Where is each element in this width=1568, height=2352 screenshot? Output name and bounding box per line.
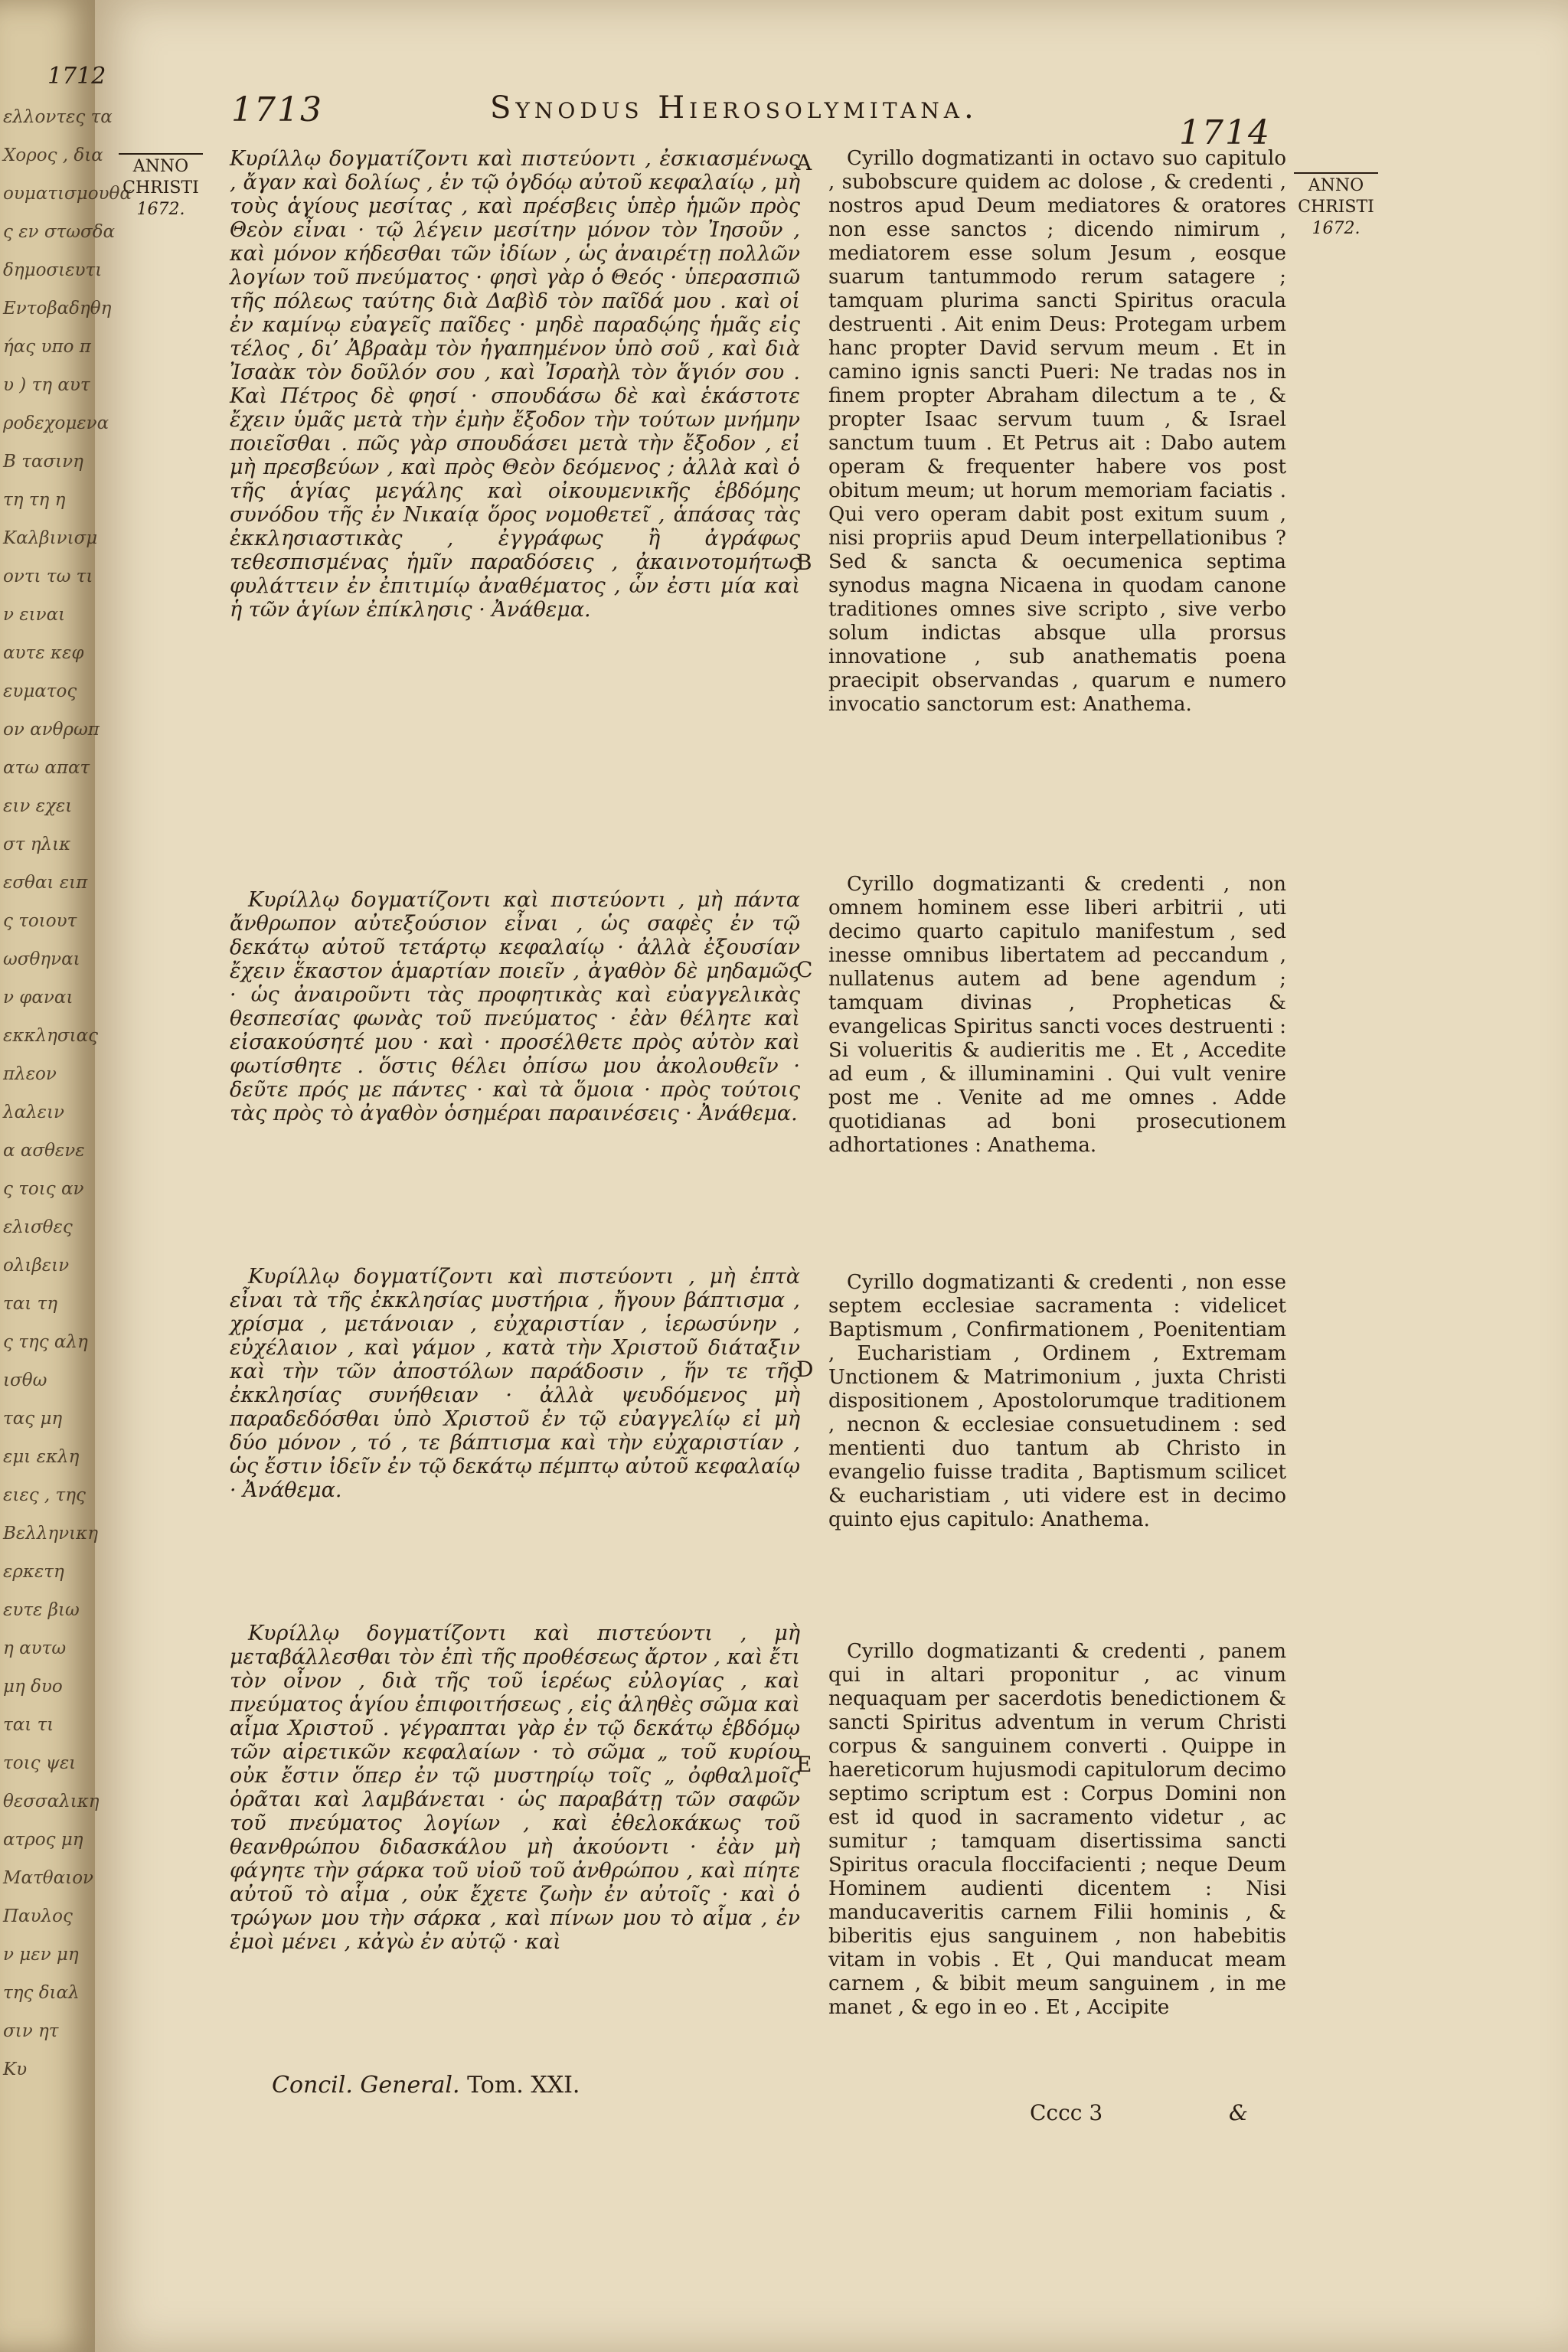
previous-page-fragment: Κυ [3,2060,28,2079]
previous-page-fragment: ν ειναι [3,605,66,625]
greek-paragraph-3: Κυρίλλῳ δογματίζοντι καὶ πιστεύοντι , μὴ ἑπτὰ εἶναι τὰ τῆς ἐκκλησίας μυστήρια , ἤγουν βάπτισμα , χρίσμα , μετάνοιαν , εὐχαριστίαν , ἱερωσύνην , εὐχέλαιον , καὶ γάμον , κατὰ τὴν Χριστοῦ διάταξιν καὶ τὴν τῶν ἀποστόλων παράδοσιν , ἥν τε τῆς ἐκκλησίας συνήθειαν · ἀλλὰ ψευδόμενος μὴ παραδεδόσθαι ὑπὸ Χριστοῦ ἐν τῷ εὐαγγελίῳ εἰ μὴ δύο μόνον , τό , τε βάπτισμα καὶ τὴν εὐχαριστίαν , ὡς ἔστιν ἰδεῖν ἐν τῷ δεκάτῳ πέμπτῳ αὐτοῦ κεφαλαίῳ · Ἀνάθεμα. [230,1265,800,1502]
right-page-number: 1714 [1179,113,1271,152]
previous-page-fragment: δημοσιευτι [3,260,103,280]
previous-page-fragment: τας μη [3,1409,63,1429]
section-letter-b: B [796,550,812,575]
latin-paragraph-3: Cyrillo dogmatizanti & credenti , non esse septem ecclesiae sacramenta : videlicet Baptismum , Confirmationem , Poenitentiam , Eucharistiam , Ordinem , Extremam Unctionem & Matrimonium , juxta Christi dispositionem , Apostolorumque traditionem , necnon & ecclesiae consuetudinem : sed mentienti duo tantum ab Christo in evangelio fuisse tradita , Baptismum scilicet & eucharistiam , uti videre est in decimo quinto ejus capitulo: Anathema. [828,1271,1286,1531]
margin-note-left: ANNO CHRISTI 1672. [119,153,203,220]
previous-page-fragment: ν μεν μη [3,1945,79,1965]
section-letter-d: D [796,1357,814,1382]
footer-volume: Tom. XXI. [467,2072,580,2099]
footer-catchword [272,2072,580,2099]
previous-page-fragment: ν φαναι [3,988,74,1008]
previous-page-fragment: ς της αλη [3,1332,88,1352]
previous-page-fragment: Ματθαιον [3,1868,94,1888]
previous-page-fragment: η αυτω [3,1638,67,1658]
page-header [0,90,1568,152]
previous-page-fragment: ευτε βιω [3,1600,80,1620]
previous-page-fragment: λαλειν [3,1102,65,1122]
previous-page-fragment: ερκετη [3,1562,64,1582]
previous-page-fragment: α ασθενε [3,1141,85,1161]
previous-page-fragment: ισθω [3,1370,47,1390]
previous-page-fragment: ουματισμουθα [3,184,132,204]
greek-paragraph-4: Κυρίλλῳ δογματίζοντι καὶ πιστεύοντι , μὴ μεταβάλλεσθαι τὸν ἐπὶ τῆς προθέσεως ἄρτον , καὶ ἔτι τὸν οἶνον , διὰ τῆς τοῦ ἱερέως εὐλογίας , καὶ πνεύματος ἁγίου ἐπιφοιτήσεως , εἰς ἀληθὲς σῶμα καὶ αἷμα Χριστοῦ . γέγραπται γὰρ ἐν τῷ δεκάτῳ ἑβδόμῳ τῶν αἱρετικῶν κεφαλαίων · τὸ σῶμα „ τοῦ κυρίου οὐκ ἔστιν ὅπερ ἐν τῷ μυστηρίῳ τοῖς „ ὀφθαλμοῖς ὁρᾶται καὶ λαμβάνεται · ὡς παραβάτῃ τῶν σαφῶν τοῦ πνεύματος λογίων , καὶ ἐθελοκάκως τοῦ θεανθρώπου διδασκάλου μὴ ἀκούοντι · ἐὰν μὴ φάγητε τὴν σάρκα τοῦ υἱοῦ τοῦ ἀνθρώπου , καὶ πίητε αὐτοῦ τὸ αἷμα , οὐκ ἔχετε ζωὴν ἐν αὐτοῖς · καὶ ὁ τρώγων μου τὴν σάρκα , καὶ πίνων μου τὸ αἷμα , ἐν ἐμοὶ μένει , κἀγὼ ἐν αὐτῷ · καὶ [230,1622,800,1954]
previous-page-fragment: τοις ψει [3,1753,77,1773]
previous-page-fragment: ς τοις αν [3,1179,84,1199]
previous-page-fragment: ατω απατ [3,758,90,778]
footer-catchword-right: & [1229,2100,1248,2125]
footer-council-label: Concil. General. [272,2072,460,2099]
previous-page-fragment: εσθαι ειπ [3,873,88,893]
previous-page-fragment: ειν εχει [3,796,73,816]
previous-page-fragment: ολιβειν [3,1256,70,1276]
previous-page-fragment: ειες , της [3,1485,86,1505]
latin-paragraph-4: Cyrillo dogmatizanti & credenti , panem qui in altari proponitur , ac vinum nequaquam per sacerdotis benedictionem & sancti Spiritus adventum in verum Christi corpus & sanguinem converti . Quippe in haereticorum hujusmodi capitulorum decimo septimo scriptum est : Corpus Domini non est id quod in sacramento videtur , ac sumitur ; tamquam disertissima sancti Spiritus oracula floccifacienti ; neque Deum Hominem audienti dicentem : Nisi manducaveritis carnem Filii hominis , & biberitis ejus sanguinem , non habebitis vitam in vobis . Et , Qui manducat meam carnem , & bibit meum sanguinem , in me manet , & ego in eo . Et , Accipite [828,1640,1286,2019]
previous-page-fragment: Βελληνικη [3,1524,99,1544]
previous-page-fragment: Χορος , δια [3,145,103,165]
previous-page-fragment: Εντοβαδηθη [3,299,112,318]
section-letter-a: A [796,150,812,175]
previous-page-fragment: μη δυο [3,1677,63,1697]
previous-page-fragment: πλεον [3,1064,57,1084]
previous-page-fragment: σιν ητ [3,2021,59,2041]
previous-page-fragment: εμι εκλη [3,1447,80,1467]
previous-page-fragment: Καλβινισμ [3,528,98,548]
greek-paragraph-2: Κυρίλλῳ δογματίζοντι καὶ πιστεύοντι , μὴ πάντα ἄνθρωπον αὐτεξούσιον εἶναι , ὡς σαφὲς ἐν τῷ δεκάτῳ αὐτοῦ τετάρτῳ κεφαλαίῳ · ἀλλὰ ἐξουσίαν ἔχειν ἕκαστον ἁμαρτίαν ποιεῖν , ἀγαθὸν δὲ μηδαμῶς · ὡς ἀναιροῦντι τὰς προφητικὰς καὶ εὐαγγελικὰς θεσπεσίας φωνὰς τοῦ πνεύματος · ἐὰν θέλητε καὶ εἰσακούσητέ μου · καὶ · προσέλθετε πρὸς αὐτὸν καὶ φωτίσθητε . ὅστις θέλει ὀπίσω μου ἀκολουθεῖν · δεῦτε πρός με πάντες · καὶ τὰ ὅμοια · πρὸς τούτοις τὰς πρὸς τὸ ἀγαθὸν ὁσημέραι παραινέσεις · Ἀνάθεμα. [230,888,800,1125]
previous-page-fragment: ς τοιουτ [3,911,77,931]
running-title: Synodus Hierosolymitana. [490,90,978,126]
previous-page-fragment: στ ηλικ [3,835,71,854]
previous-page-fragment: Β τασινη [3,452,83,472]
previous-page-fragment: ατρος μη [3,1830,83,1850]
previous-page-fragment: Παυλος [3,1906,73,1926]
previous-page-fragment: ωσθηναι [3,949,80,969]
previous-page-fragment: ται τι [3,1715,54,1735]
previous-page-fragment: αυτε κεφ [3,643,84,663]
greek-paragraph-1: Κυρίλλῳ δογματίζοντι καὶ πιστεύοντι , ἐσκιασμένως , ἄγαν καὶ δολίως , ἐν τῷ ὀγδόῳ αὐτοῦ κεφαλαίῳ , μὴ τοὺς ἁγίους μεσίτας , καὶ πρέσβεις ὑπὲρ ἡμῶν πρὸς Θεὸν εἶναι · τῷ λέγειν μεσίτην μόνον τὸν Ἰησοῦν , καὶ μόνον κήδεσθαι τῶν ἰδίων , ὡς ἀναιρέτῃ πολλῶν λογίων τοῦ πνεύματος · φησὶ γὰρ ὁ Θεός · ὑπερασπιῶ τῆς πόλεως ταύτης διὰ Δαβὶδ τὸν παῖδά μου . καὶ οἱ ἐν καμίνῳ εὐαγεῖς παῖδες · μηδὲ παραδῴης ἡμᾶς εἰς τέλος , δι’ Ἀβραὰμ τὸν ἠγαπημένον ὑπὸ σοῦ , καὶ διὰ Ἰσαὰκ τὸν δοῦλόν σου , καὶ Ἰσραὴλ τὸν ἅγιόν σου . Καὶ Πέτρος δὲ φησί · σπουδάσω δὲ καὶ ἑκάστοτε ἔχειν ὑμᾶς μετὰ τὴν ἐμὴν ἔξοδον τὴν τούτων μνήμην ποιεῖσθαι . πῶς γὰρ σπουδάσει μετὰ τὴν ἔξοδον , εἰ μὴ πρεσβεύων , καὶ πρὸς Θεὸν δεόμενος ; ἀλλὰ καὶ ὁ τῆς ἁγίας μεγάλης καὶ οἰκουμενικῆς ἑβδόμης συνόδου τῆς ἐν Νικαίᾳ ὅρος νομοθετεῖ , ἁπάσας τὰς ἐκκλησιαστικὰς , ἐγγράφως ἢ ἀγράφως τεθεσπισμένας ἡμῖν παραδόσεις , ἀκαινοτομήτως φυλάττειν ἐν ἐπιτιμίῳ ἀναθέματος , ὧν ἐστι μία καὶ ἡ τῶν ἁγίων ἐπίκλησις · Ἀνάθεμα. [230,147,800,622]
previous-page-fragment: ελισθες [3,1217,73,1237]
previous-page-fragment: ήας υπο π [3,337,91,357]
previous-page-fragment: ς εν στωσδα [3,222,116,242]
latin-paragraph-1: Cyrillo dogmatizanti in octavo suo capitulo , subobscure quidem ac dolose , & credenti , nostros apud Deum mediatores & oratores non esse sanctos ; dicendo nimirum , mediatorem esse solum Jesum , eosque suarum tantummodo rerum satagere ; tamquam plurima sancti Spiritus oracula destruenti . Ait enim Deus: Protegam urbem hanc propter David servum meum . Et in camino ignis sancti Pueri: Ne tradas nos in finem propter Abraham dilectum a te , & propter Isaac servum tuum , & Israel sanctum tuum . Et Petrus ait : Dabo autem operam & frequenter habere vos post obitum meum; ut horum memoriam faciatis . Qui vero operam dabit post exitum suum , nisi propriis apud Deum interpellationibus ? Sed & sancta & oecumenica septima synodus magna Nicaena in quodam canone traditiones omnes sive scripto , sive verbo solum indictas absque ulla prorsus innovatione , sub anathematis poena praecipit observandas , quarum e numero invocatio sanctorum est: Anathema. [828,147,1286,716]
previous-page-number: 1712 [47,63,106,90]
left-page-number: 1713 [231,90,323,129]
previous-page-fragment: της διαλ [3,1983,80,2003]
previous-page-edge [0,0,132,2352]
previous-page-fragment: υ ) τη αυτ [3,375,90,395]
previous-page-fragment: εκκλησιας [3,1026,98,1046]
previous-page-fragment: ελλοντες τα [3,107,113,127]
section-letter-e: E [796,1752,812,1777]
previous-page-fragment: θεσσαλικη [3,1792,100,1811]
footer-signature-mark: Cccc 3 [1030,2100,1103,2125]
latin-paragraph-2: Cyrillo dogmatizanti & credenti , non omnem hominem esse liberi arbitrii , uti decimo quarto capitulo manifestum , sed inesse omnibus libertatem ad peccandum , nullatenus autem ad bene agendum ; tamquam divinas , Propheticas & evangelicas Spiritus sancti voces destruenti : Si volueritis & audieritis me . Et , Accedite ad eum , & illuminamini . Qui vult venire post me . Venite ad me omnes . Adde quotidianas ad boni prosecutionem adhortationes : Anathema. [828,873,1286,1157]
section-letter-c: C [796,957,813,982]
margin-note-right: ANNO CHRISTI 1672. [1294,172,1378,240]
previous-page-fragment: ον ανθρωπ [3,720,100,740]
previous-page-fragment: οντι τω τι [3,567,93,586]
previous-page-fragment: ροδεχομενα [3,413,109,433]
previous-page-fragment: τη τη η [3,490,66,510]
previous-page-fragment: ευματος [3,681,77,701]
previous-page-fragment: ται τη [3,1294,58,1314]
